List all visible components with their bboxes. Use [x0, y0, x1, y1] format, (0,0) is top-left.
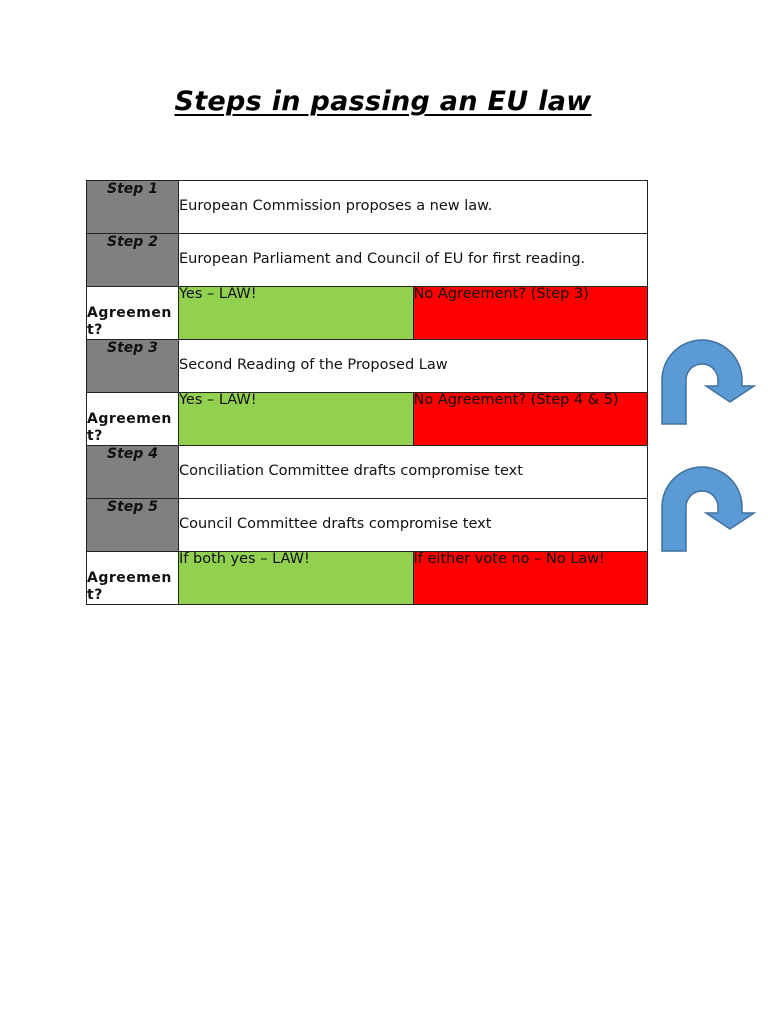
- step-description-cell: [179, 499, 648, 552]
- step-label: Step 5: [107, 499, 158, 515]
- step-label: Step 4: [107, 446, 158, 462]
- agreement-label: Agreement?: [87, 287, 179, 340]
- step-label-cell: [87, 446, 179, 499]
- step-description-cell: [179, 181, 648, 234]
- table-row-agreement-2: [87, 393, 648, 446]
- u-turn-arrow-icon: [660, 338, 756, 426]
- agreement-yes-cell: [179, 552, 414, 605]
- step-label: Step 2: [107, 234, 158, 250]
- agreement-yes-cell: [179, 393, 414, 446]
- step-label: Step 3: [107, 340, 158, 356]
- step-label-cell: [87, 234, 179, 287]
- step-label-cell: [87, 340, 179, 393]
- u-turn-arrow-icon: [660, 465, 756, 553]
- agreement-no-text: No Agreement? (Step 3): [413, 286, 589, 302]
- agreement-label: Agreement?: [87, 552, 179, 605]
- agreement-yes-text: If both yes – LAW!: [179, 551, 310, 567]
- table-row-agreement-1: [87, 287, 648, 340]
- step-description: Council Committee drafts compromise text: [179, 515, 492, 532]
- table-row-step-2: [87, 234, 648, 287]
- step-description: Second Reading of the Proposed Law: [179, 356, 448, 373]
- agreement-no-text: No Agreement? (Step 4 & 5): [413, 392, 619, 408]
- table-row-step-5: [87, 499, 648, 552]
- step-description: European Commission proposes a new law.: [179, 197, 493, 214]
- table-row-step-3: [87, 340, 648, 393]
- agreement-label: Agreement?: [87, 393, 179, 446]
- u-turn-arrow-shape: [662, 340, 754, 424]
- step-label-cell: [87, 181, 179, 234]
- agreement-no-cell: [413, 552, 648, 605]
- step-description-cell: [179, 234, 648, 287]
- step-label-cell: [87, 499, 179, 552]
- step-description-cell: [179, 340, 648, 393]
- table-row-step-4: [87, 446, 648, 499]
- agreement-no-text: If either vote no – No Law!: [413, 551, 605, 567]
- step-label: Step 1: [107, 181, 158, 197]
- agreement-no-cell: [413, 287, 648, 340]
- step-description: Conciliation Committee drafts compromise text: [179, 462, 523, 479]
- table-row-agreement-3: [87, 552, 648, 605]
- steps-table: [86, 180, 648, 605]
- agreement-yes-text: Yes – LAW!: [179, 286, 257, 302]
- u-turn-arrow-shape: [662, 467, 754, 551]
- agreement-yes-cell: [179, 287, 414, 340]
- table-row-step-1: [87, 181, 648, 234]
- agreement-no-cell: [413, 393, 648, 446]
- step-description-cell: [179, 446, 648, 499]
- agreement-yes-text: Yes – LAW!: [179, 392, 257, 408]
- step-description: European Parliament and Council of EU for first reading.: [179, 250, 586, 267]
- document-title: Steps in passing an EU law: [174, 86, 592, 117]
